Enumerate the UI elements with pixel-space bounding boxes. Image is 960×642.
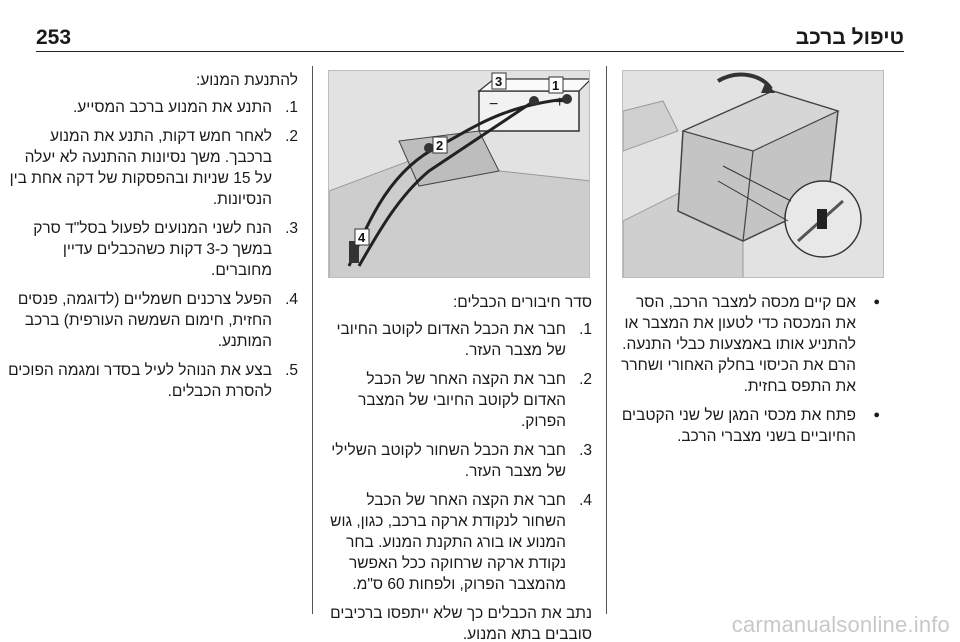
step-number: 3. [579, 442, 592, 459]
list-item [8, 218, 298, 281]
cable-order-heading: סדר חיבורים הכבלים: [452, 294, 592, 311]
battery-cover-illustration [622, 70, 884, 278]
chapter-title: טיפול ברכב [795, 26, 904, 49]
step-number: 3. [285, 220, 298, 237]
minus-sign: − [489, 96, 499, 113]
step-number: 5. [285, 362, 298, 379]
jump-start-drawing [329, 71, 590, 278]
step-number: 2. [579, 371, 592, 388]
list-item: ● פתח את מכסי המגן של שני הקטבים החיוביים בשני מצברי הרכב. [620, 405, 882, 447]
list-item [326, 319, 592, 361]
step-text: חבר את הכבל השחור לקוטב השלילי של מצבר העזר. [331, 442, 566, 480]
step-number: 1. [285, 99, 298, 116]
step-number: 4. [579, 492, 592, 509]
list-item [326, 440, 592, 482]
callout-2: 2 [436, 138, 444, 153]
battery-cover-drawing [623, 71, 884, 278]
list-item [8, 360, 298, 402]
callout-4: 4 [358, 230, 366, 245]
page-number: 253 [36, 26, 72, 49]
engine-start-steps [8, 97, 298, 402]
step-text: בצע את הנוהל לעיל בסדר ומגמה הפוכים להסרת הכבלים. [8, 362, 272, 400]
middle-column [326, 292, 592, 642]
engine-start-heading: להתנעת המנוע: [195, 72, 298, 89]
list-item [326, 369, 592, 432]
step-number: 1. [579, 321, 592, 338]
right-column [620, 292, 882, 455]
column-divider-left [312, 66, 313, 614]
routing-note: נתב את הכבלים כך שלא ייתפסו ברכיבים סובבים בתא המנוע. [330, 605, 592, 642]
list-item [326, 490, 592, 595]
callout-1: 1 [552, 78, 560, 93]
step-text: הנח לשני המנועים לפעול בסל"ד סרק במשך כ-3 דקות כשהכבלים עדיין מחוברים. [33, 220, 272, 279]
page-header [36, 26, 904, 52]
step-text: הפעל צרכנים חשמליים (לדוגמה, פנסים החזית, חימום השמשה העורפית) ברכב המותנע. [17, 291, 272, 350]
left-column [8, 70, 298, 410]
list-item: ● אם קיים מכסה למצבר הרכב, הסר את המכסה כדי לטעון את המצבר או להתניע אותו באמצעות כבלי התנעה. הרם את הכיסוי בחלק האחורי ושחרר את התפס בחזית. [620, 292, 882, 397]
list-item [8, 97, 298, 118]
step-text: חבר את הקצה האחר של הכבל האדום לקוטב החיובי של המצבר הפרוק. [358, 371, 566, 430]
list-item [8, 289, 298, 352]
step-text: חבר את הכבל האדום לקוטב החיובי של מצבר העזר. [336, 321, 566, 359]
step-number: 2. [285, 128, 298, 145]
cable-steps-list [326, 319, 592, 595]
jump-start-illustration [328, 70, 590, 278]
column-divider-right [606, 66, 607, 614]
step-text: התנע את המנוע ברכב המסייע. [72, 99, 272, 116]
step-text: לאחר חמש דקות, התנע את המנוע ברכבך. משך נסיונות ההתנעה לא יעלה על 15 שניות ובהפסקות של דקה אחת בין הנסיונות. [9, 128, 272, 208]
list-item [8, 126, 298, 210]
plus-sign: + [555, 94, 565, 111]
preparation-list [620, 292, 882, 447]
step-number: 4. [285, 291, 298, 308]
watermark: carmanualsonline.info [731, 612, 950, 637]
step-text: חבר את הקצה האחר של הכבל השחור לנקודת ארקה ברכב, כגון, גוש המנוע או בורג התקנת המנוע. בחר נקודת ארקה שרחוקה ככל האפשר מהמצבר הפרוק, ולפחות 60 ס"מ. [330, 492, 566, 593]
callout-3: 3 [495, 74, 503, 89]
